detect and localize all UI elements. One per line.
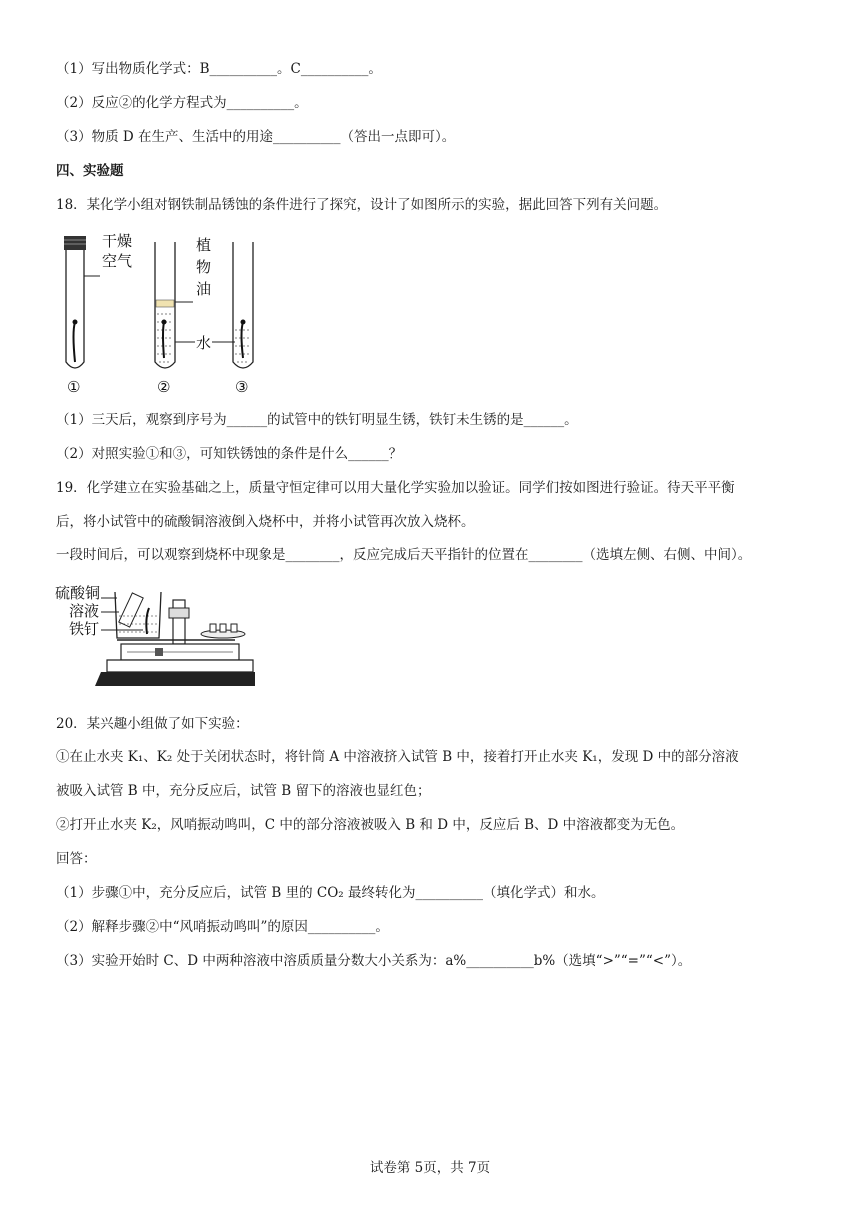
q17-sub3: （3）物质 D 在生产、生活中的用途__________（答出一点即可）。: [56, 129, 456, 145]
q20-answer-label: 回答：: [56, 851, 97, 867]
q18-sub1: （1）三天后，观察到序号为______的试管中的铁钉明显生锈，铁钉未生锈的是______。: [56, 412, 578, 428]
label-nail: 铁钉: [69, 620, 100, 638]
label-dry-air-1: 干燥: [102, 232, 133, 250]
q18-stem: 18．某化学小组对钢铁制品锈蚀的条件进行了探究，设计了如图所示的实验，据此回答下列有关问题。: [56, 197, 668, 213]
balance-figure: [55, 582, 255, 694]
q20-sub1: （1）步骤①中，充分反应后，试管 B 里的 CO₂ 最终转化为__________（填化学式）和水。: [56, 885, 605, 901]
iron-nail-3: [242, 322, 244, 358]
q19-stem-line1: 19．化学建立在实验基础之上，质量守恒定律可以用大量化学实验加以验证。同学们按如图进行验证。待天平平衡: [56, 480, 735, 496]
test-tubes-figure: [50, 232, 280, 398]
tube-label-1: ①: [67, 378, 81, 396]
iron-nail-1: [74, 322, 76, 362]
page-footer: 试卷第 5页，共 7页: [369, 1160, 491, 1176]
q17-sub2: （2）反应②的化学方程式为__________。: [56, 95, 308, 111]
q20-step1-line2: 被吸入试管 B 中，充分反应后，试管 B 留下的溶液也显红色；: [56, 783, 431, 799]
label-cuso4-2: 溶液: [69, 602, 100, 620]
tube-label-3: ③: [235, 378, 249, 396]
test-tube-3: [233, 242, 253, 368]
tube-label-2: ②: [157, 378, 171, 396]
iron-nail: [146, 608, 149, 634]
label-water: 水: [196, 334, 212, 352]
rubber-stopper: [64, 236, 86, 250]
small-test-tube: [119, 593, 143, 627]
q20-sub3: （3）实验开始时 C、D 中两种溶液中溶质质量分数大小关系为：a%__________b%（选填“>”“=”“<”）。: [56, 953, 692, 969]
q19-stem-line2: 后，将小试管中的硫酸铜溶液倒入烧杯中，并将小试管再次放入烧杯。: [56, 514, 475, 530]
balance: [95, 600, 255, 686]
beaker: [115, 592, 161, 638]
q19-stem-line3: 一段时间后，可以观察到烧杯中现象是________，反应完成后天平指针的位置在________（选填左侧、右侧、中间）。: [56, 547, 752, 563]
test-tube-2: [155, 242, 175, 368]
test-tube-1: [64, 236, 100, 368]
q20-step2: ②打开止水夹 K₂，风哨振动鸣叫，C 中的部分溶液被吸入 B 和 D 中，反应后 B、D 中溶液都变为无色。: [56, 817, 685, 833]
q18-sub2: （2）对照实验①和③，可知铁锈蚀的条件是什么______？: [56, 446, 403, 462]
iron-nail-2: [163, 322, 164, 358]
section-heading: 四、实验题: [56, 163, 124, 179]
q20-step1-line1: ①在止水夹 K₁、K₂ 处于关闭状态时，将针筒 A 中溶液挤入试管 B 中，接着打开止水夹 K₁，发现 D 中的部分溶液: [56, 749, 739, 765]
label-oil-1: 植: [196, 236, 212, 254]
q20-stem: 20．某兴趣小组做了如下实验：: [56, 716, 249, 732]
label-cuso4-1: 硫酸铜: [55, 584, 101, 602]
q17-sub1: （1）写出物质化学式：B__________。C__________。: [56, 61, 382, 77]
label-dry-air-2: 空气: [102, 252, 133, 270]
label-oil-3: 油: [196, 280, 212, 298]
label-oil-2: 物: [196, 258, 212, 276]
oil-layer: [156, 300, 174, 307]
q20-sub2: （2）解释步骤②中“风哨振动鸣叫”的原因__________。: [56, 919, 389, 935]
